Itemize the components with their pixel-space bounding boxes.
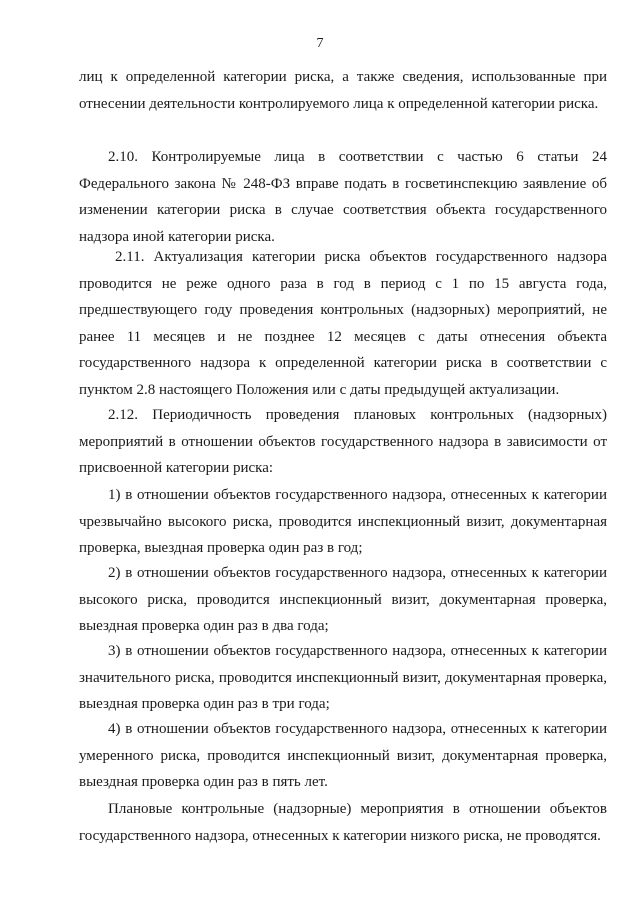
paragraph-low-risk: Плановые контрольные (надзорные) мероприятия в отношении объектов государственного надзора, отнесенных к категории низкого риска, не проводятся. [79,801,607,844]
paragraph-continuation: лиц к определенной категории риска, а также сведения, использованные при отнесении деятельности контролируемого лица к определенной категории риска. [79,69,607,112]
paragraph-2-10: 2.10. Контролируемые лица в соответствии с частью 6 статьи 24 Федерального закона № 248-ФЗ вправе подать в госветинспекцию заявление об изменении категории риска в случае соответствия объекта государственного надзора иной категории риска. [79,149,607,245]
list-item-3: 3) в отношении объектов государственного надзора, отнесенных к категории значительного риска, проводится инспекционный визит, документарная проверка, выездная проверка один раз в три года; [79,643,607,713]
list-item-4: 4) в отношении объектов государственного надзора, отнесенных к категории умеренного риска, проводится инспекционный визит, документарная проверка, выездная проверка один раз в пять лет. [79,721,607,791]
paragraph-2-12: 2.12. Периодичность проведения плановых контрольных (надзорных) мероприятий в отношении объектов государственного надзора в зависимости от присвоенной категории риска: [79,407,607,477]
page-number: 7 [316,36,324,51]
paragraph-2-11: 2.11. Актуализация категории риска объектов государственного надзора проводится не реже одного раза в год в период с 1 по 15 августа года, предшествующего году проведения контрольных (надзорных) мероприятий, не ранее 11 месяцев и не позднее 12 месяцев с даты отнесения объекта государственного надзора к определенной категории риска в соответствии с пунктом 2.8 настоящего Положения или с даты предыдущей актуализации. [79,249,607,398]
list-item-2: 2) в отношении объектов государственного надзора, отнесенных к категории высокого риска, проводится инспекционный визит, документарная проверка, выездная проверка один раз в два года; [79,565,607,635]
list-item-1: 1) в отношении объектов государственного надзора, отнесенных к категории чрезвычайно высокого риска, проводится инспекционный визит, документарная проверка, выездная проверка один раз в год; [79,487,607,557]
